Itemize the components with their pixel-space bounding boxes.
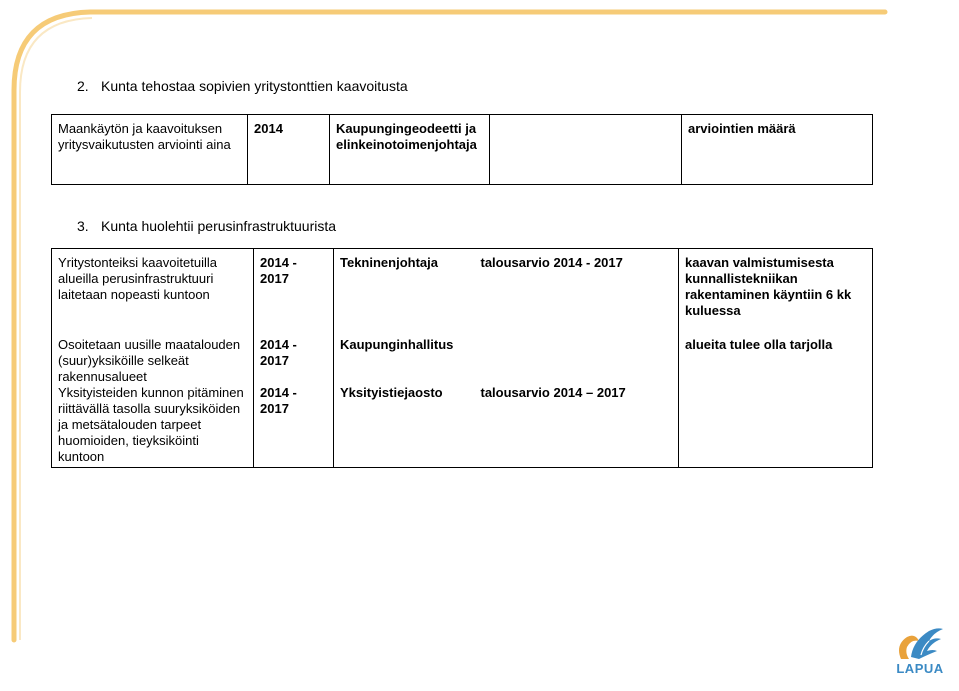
responsible-cell: Yksityistiejaosto	[334, 385, 475, 468]
indicator-cell: arviointien määrä	[682, 115, 873, 185]
table-row	[52, 249, 873, 334]
year-cell: 2014 - 2017	[254, 249, 334, 334]
table-row	[52, 115, 873, 185]
action-cell: Yritystonteiksi kaavoitetuilla alueilla perusinfrastruktuuri laitetaan nopeasti kuntoon	[52, 249, 254, 334]
responsible-cell: Kaupungingeodeetti ja elinkeinotoimenjohtaja	[330, 115, 490, 185]
funding-cell: talousarvio 2014 - 2017	[475, 249, 679, 334]
section-3-table	[51, 248, 873, 468]
lapua-logo-text: LAPUA	[896, 661, 944, 676]
section-2-number: 2.	[77, 78, 89, 94]
year-cell: 2014 - 2017	[254, 333, 334, 385]
section-3-number: 3.	[77, 218, 89, 234]
funding-cell: talousarvio 2014 – 2017	[475, 385, 679, 468]
funding-cell	[475, 333, 679, 385]
funding-cell	[490, 115, 682, 185]
year-cell: 2014 - 2017	[254, 385, 334, 468]
lapua-logo	[889, 623, 951, 683]
indicator-cell: alueita tulee olla tarjolla	[679, 333, 873, 385]
section-2-title: Kunta tehostaa sopivien yritystonttien kaavoitusta	[101, 78, 408, 94]
action-cell: Yksityisteiden kunnon pitäminen riittävällä tasolla suuryksiköiden ja metsätalouden tarpeet huomioiden, tieyksiköinti kuntoon	[52, 385, 254, 468]
section-2-heading	[77, 78, 408, 94]
section-3-heading	[77, 218, 336, 234]
section-3-title: Kunta huolehtii perusinfrastruktuurista	[101, 218, 337, 234]
responsible-cell: Kaupunginhallitus	[334, 333, 475, 385]
table-row	[52, 385, 873, 468]
indicator-cell	[679, 385, 873, 468]
action-cell: Osoitetaan uusille maatalouden (suur)yksiköille selkeät rakennusalueet	[52, 333, 254, 385]
lapua-logo-icon	[889, 623, 951, 663]
year-cell: 2014	[248, 115, 330, 185]
table-row	[52, 333, 873, 385]
action-cell: Maankäytön ja kaavoituksen yritysvaikutusten arviointi aina	[52, 115, 248, 185]
section-2-table	[51, 114, 873, 185]
responsible-cell: Tekninenjohtaja	[334, 249, 475, 334]
indicator-cell: kaavan valmistumisesta kunnallistekniikan rakentaminen käyntiin 6 kk kuluessa	[679, 249, 873, 334]
